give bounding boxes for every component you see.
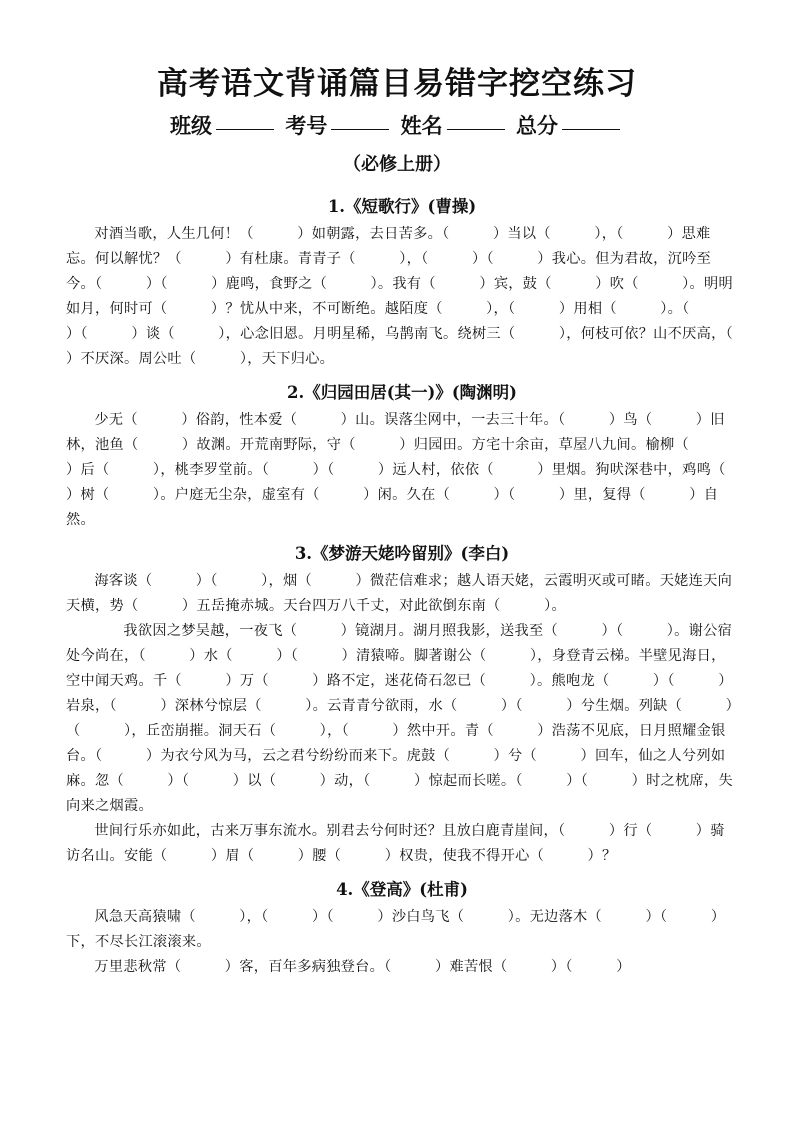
volume-heading: （必修上册） xyxy=(343,154,451,175)
poem-paragraph: 风急天高猿啸（ ），（ ）（ ）沙白鸟飞（ ）。无边落木（ ）（ ）下，不尽长江滚滚来。 xyxy=(66,909,726,950)
number-label: 考号 xyxy=(285,114,328,138)
name-blank[interactable] xyxy=(447,129,505,130)
section-heading: 1.《短歌行》(曹操) xyxy=(327,197,477,216)
worksheet-body xyxy=(66,192,777,980)
student-info-line xyxy=(0,110,794,140)
poem-paragraph: 万里悲秋常（ ）客，百年多病独登台。（ ）难苦恨（ ）（ ） xyxy=(94,959,631,975)
class-blank[interactable] xyxy=(216,129,274,130)
poem-paragraph: 我欲因之梦吴越，一夜飞（ ）镜湖月。湖月照我影，送我至（ ）（ ）。谢公宿处今尚在，（ ）水（ ）（ ）清猿啼。脚著谢公（ ），身登青云梯。半壁见海日，空中闻天鸡。千（ ）万（ ）路不定，迷花倚石忽已（ ）。熊咆龙（ ）（ ）岩泉，（ ）深林兮惊层（ ）。云青青兮欲雨，水（ ）（ ）兮生烟。列缺（ ）（ ），丘峦崩摧。洞天石（ ），（ ）然中开。青（ ）浩荡不见底，日月照耀金银台。（ ）为衣兮风为马，云之君兮纷纷而来下。虎鼓（ ）兮（ ）回车，仙之人兮列如麻。忽（ ）（ ）以（ ）动，（ ）惊起而长嗟。（ ）（ ）时之枕席，失向来之烟霞。 xyxy=(66,623,734,814)
section-heading: 3.《梦游天姥吟留别》(李白) xyxy=(294,544,510,563)
poem-paragraph: 对酒当歌，人生几何！（ ）如朝露，去日苦多。（ ）当以（ ），（ ）思难忘。何以解忧？（ ）有杜康。青青子（ ），（ ）（ ）我心。但为君故，沉吟至今。（ ）（ ）鹿鸣，食野之（ ）。我有（ ）宾，鼓（ ）吹（ ）。明明如月，何时可（ ）？忧从中来，不可断绝。越陌度（ ），（ ）用相（ ）。（ ）（ ）谈（ ），心念旧恩。月明星稀，乌鹊南飞。绕树三（ ），何枝可依？山不厌高，（ ）不厌深。周公吐（ ），天下归心。 xyxy=(66,226,777,367)
poem-paragraph: 少无（ ）俗韵，性本爱（ ）山。误落尘网中，一去三十年。（ ）鸟（ ）旧林，池鱼（ ）故渊。开荒南野际，守（ ）归园田。方宅十余亩，草屋八九间。榆柳（ ）后（ ），桃李罗堂前。（ ）（ ）远人村，依依（ ）里烟。狗吠深巷中，鸡鸣（ ）树（ ）。户庭无尘杂，虚室有（ ）闲。久在（ ）（ ）里，复得（ ）自然。 xyxy=(66,412,770,528)
section-heading: 4.《登高》(杜甫) xyxy=(336,880,468,899)
number-blank[interactable] xyxy=(331,129,389,130)
section-heading: 2.《归园田居(其一)》(陶渊明) xyxy=(287,383,517,402)
poem-paragraph: 世间行乐亦如此，古来万事东流水。别君去兮何时还？且放白鹿青崖间，（ ）行（ ）骑访名山。安能（ ）眉（ ）腰（ ）权贵，使我不得开心（ ）？ xyxy=(66,823,725,864)
score-blank[interactable] xyxy=(562,129,620,130)
class-label: 班级 xyxy=(170,114,213,138)
page-title: 高考语文背诵篇目易错字挖空练习 xyxy=(157,66,637,102)
poem-paragraph: 海客谈（ ）（ ），烟（ ）微茫信难求；越人语天姥，云霞明灭或可睹。天姥连天向天横，势（ ）五岳掩赤城。天台四万八千丈，对此欲倒东南（ ）。 xyxy=(66,573,733,614)
score-label: 总分 xyxy=(515,114,558,138)
name-label: 姓名 xyxy=(400,114,443,138)
